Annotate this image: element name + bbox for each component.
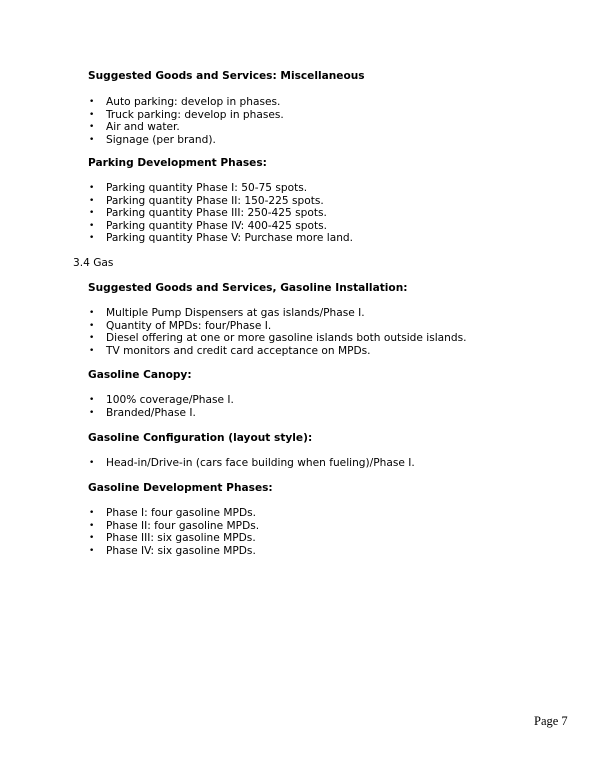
bullet-icon: • — [89, 195, 95, 206]
bullet-icon: • — [89, 458, 95, 468]
bullet-icon: • — [89, 220, 95, 231]
bullet-icon: • — [89, 320, 95, 331]
heading-parking: Parking Development Phases: — [88, 157, 267, 169]
bullet-icon: • — [89, 333, 95, 343]
bullet-icon: • — [89, 407, 95, 418]
heading-misc: Suggested Goods and Services: Miscellaneous — [88, 70, 365, 82]
heading-gasoline-install: Suggested Goods and Services, Gasoline Installation: — [88, 282, 408, 294]
bullet-icon: • — [89, 109, 95, 120]
heading-canopy: Gasoline Canopy: — [88, 369, 192, 381]
bullet-icon: • — [89, 395, 95, 405]
bullet-icon: • — [89, 183, 95, 193]
heading-gas-phases: Gasoline Development Phases: — [88, 482, 273, 494]
document-page: Suggested Goods and Services: Miscellaneous • Auto parking: develop in phases. • Truck parking: develop in phases. • Air and water. • Signage (per brand). Parking Development Phases: • Parking quantity Phase I: 50-75 spots. • Parking quantity Phase II: 150-225 spots. • Parking quantity Phase III: 250-425 spots. • Parking quantity Phase IV: 400-425 spots. • Parking quantity Phase V: Purchase more land. 3.4 Gas Suggested Goods and Services, Gasoline Installation: • Multiple Pump Dispensers at gas islands/Phase I. • Quantity of MPDs: four/Phase I. • Diesel offering at one or more gasoline islands both outside islands. • TV monitors and credit card acceptance on MPDs. Gasoline Canopy: • 100% coverage/Phase I. • Branded/Phase I. Gasoline Configuration (layout style): • Head-in/Drive-in (cars face building when fueling)/Phase I. Gasoline Development Phases: • Phase I: four gasoline MPDs. • Phase II: four gasoline MPDs. • Phase III: six gasoline MPDs. • Phase IV: six gasoline MPDs. Page 7 — [73, 70, 568, 728]
heading-configuration: Gasoline Configuration (layout style): — [88, 432, 313, 444]
bullet-icon: • — [89, 520, 95, 531]
bullet-icon: • — [89, 545, 95, 556]
section-title-gas: 3.4 Gas — [73, 257, 114, 269]
bullet-icon: • — [89, 508, 95, 518]
bullet-icon: • — [89, 97, 95, 107]
bullet-icon: • — [89, 122, 95, 132]
bullet-icon: • — [89, 533, 95, 543]
page-number: Page 7 — [534, 714, 568, 728]
bullet-icon: • — [89, 233, 95, 243]
bullet-icon: • — [89, 208, 95, 218]
bullet-icon: • — [89, 134, 95, 145]
bullet-icon: • — [89, 345, 95, 356]
bullet-icon: • — [89, 308, 95, 318]
